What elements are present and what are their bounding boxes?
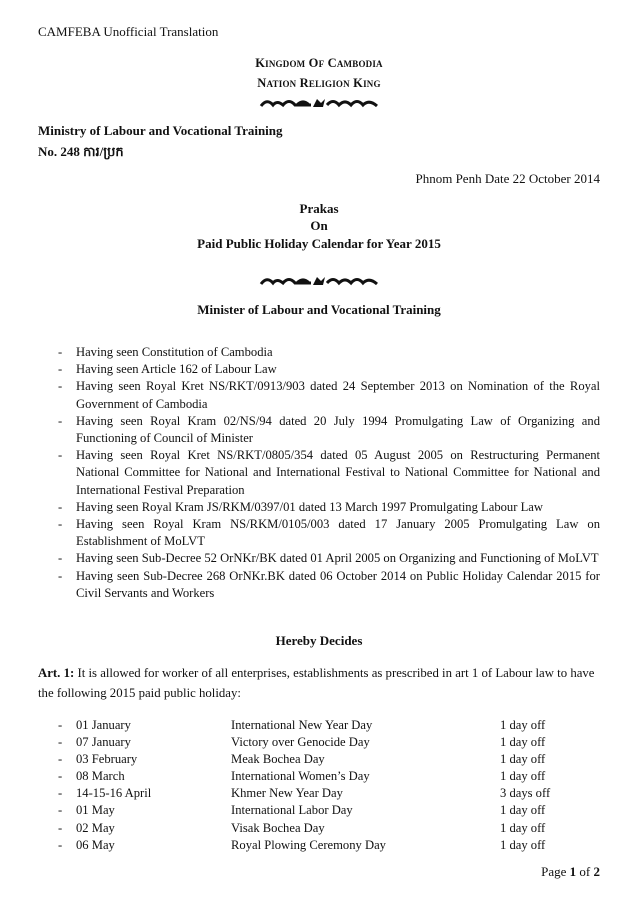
list-item-text: Having seen Royal Kret NS/RKT/0805/354 dated 05 August 2005 on Restructuring Permanent National Committee for National and International Festival to National Committee for National and International Festival Preparation (76, 448, 600, 497)
list-item-text: Having seen Royal Kram 02/NS/94 dated 20 July 1994 Promulgating Law of Organizing and Functioning of Council of Minister (76, 413, 600, 446)
list-item (0, 550, 638, 567)
list-item-text: Having seen Royal Kram NS/RKM/0105/003 dated 17 January 2005 Promulgating Law on Establishment of MoLVT (76, 517, 600, 549)
holiday-date: 03 February (76, 752, 138, 767)
list-item-text: Having seen Royal Kram JS/RKM/0397/01 dated 13 March 1997 Promulgating Labour Law (76, 499, 543, 514)
holiday-days-off: 1 day off (500, 735, 546, 750)
row-dash: - (58, 786, 63, 801)
list-dash: - (58, 568, 63, 583)
list-item-text: Having seen Constitution of Cambodia (76, 345, 273, 359)
row-dash: - (58, 803, 63, 818)
list-dash: - (58, 551, 63, 566)
list-dash: - (58, 362, 63, 377)
holiday-date: 01 January (76, 718, 131, 732)
ornament-divider-middle (0, 275, 638, 287)
table-row (0, 786, 638, 803)
holiday-name: International New Year Day (231, 718, 373, 732)
table-row (0, 752, 638, 769)
table-row (0, 803, 638, 820)
holiday-days-off: 3 days off (500, 786, 551, 801)
considerations-list (0, 344, 638, 602)
list-item-text: Having seen Sub-Decree 52 OrNKr/BK dated 01 April 2005 on Organizing and Functioning of MoLVT (76, 551, 599, 566)
ornament-divider-top (0, 97, 638, 109)
holiday-name: International Women’s Day (231, 769, 370, 784)
holiday-days-off: 1 day off (500, 769, 546, 784)
holiday-name: Meak Bochea Day (231, 752, 325, 767)
minister-heading: Minister of Labour and Vocational Training (197, 302, 441, 317)
list-item (0, 568, 638, 602)
prakas-heading: Prakas (299, 201, 339, 216)
holiday-name: International Labor Day (231, 803, 353, 818)
list-dash: - (58, 448, 63, 463)
holiday-name: Visak Bochea Day (231, 820, 325, 835)
list-item (0, 378, 638, 412)
holiday-name: Khmer New Year Day (231, 786, 343, 801)
holiday-days-off: 1 day off (500, 820, 546, 835)
article-1 (38, 664, 600, 703)
list-item-text: Having seen Article 162 of Labour Law (76, 362, 277, 377)
row-dash: - (58, 735, 63, 750)
holiday-days-off: 1 day off (500, 752, 546, 767)
list-item-text: Having seen Sub-Decree 268 OrNKr.BK dated 06 October 2014 on Public Holiday Calendar 2015 for Civil Servants and Workers (76, 568, 600, 600)
ornament-icon (259, 275, 379, 287)
list-item (0, 413, 638, 447)
holiday-name: Royal Plowing Ceremony Day (231, 837, 386, 852)
list-item (0, 499, 638, 516)
list-dash: - (58, 517, 63, 532)
row-dash: - (58, 752, 63, 767)
footer-of-word: of (579, 864, 591, 879)
list-item (0, 361, 638, 378)
on-heading: On (310, 218, 328, 233)
table-row (0, 735, 638, 752)
holiday-date: 06 May (76, 837, 115, 852)
article-1-label: Art. 1: (38, 666, 75, 680)
holiday-table (0, 718, 638, 855)
list-item (0, 447, 638, 499)
row-dash: - (58, 820, 63, 835)
page-footer (541, 864, 600, 880)
decides-heading: Hereby Decides (275, 633, 363, 648)
list-dash: - (58, 413, 63, 428)
header-note: CAMFEBA Unofficial Translation (38, 24, 219, 39)
row-dash: - (58, 718, 63, 732)
footer-total-pages: 2 (593, 864, 600, 879)
ornament-icon (259, 97, 379, 109)
article-1-text: It is allowed for worker of all enterprises, establishments as prescribed in art 1 of Labour law to have the following 2015 paid public holiday: (38, 666, 595, 700)
list-item (0, 516, 638, 550)
footer-page-word: Page (541, 864, 567, 879)
holiday-days-off: 1 day off (500, 837, 546, 852)
holiday-days-off: 1 day off (500, 803, 546, 818)
holiday-date: 14-15-16 April (76, 786, 152, 801)
holiday-date: 08 March (76, 769, 125, 784)
nation-motto: Nation Religion King (257, 76, 381, 90)
holiday-days-off: 1 day off (500, 718, 546, 732)
holiday-name: Victory over Genocide Day (231, 735, 370, 750)
list-dash: - (58, 379, 63, 394)
list-item-text: Having seen Royal Kret NS/RKT/0913/903 dated 24 September 2013 on Nomination of the Royal Government of Cambodia (76, 379, 600, 411)
table-row (0, 821, 638, 838)
holiday-date: 07 January (76, 735, 131, 750)
row-dash: - (58, 837, 63, 852)
list-dash: - (58, 345, 63, 359)
table-row (0, 769, 638, 786)
holiday-date: 02 May (76, 820, 115, 835)
table-row (0, 838, 638, 855)
document-title: Paid Public Holiday Calendar for Year 2015 (197, 236, 441, 251)
row-dash: - (58, 769, 63, 784)
holiday-date: 01 May (76, 803, 115, 818)
ministry-name: Ministry of Labour and Vocational Training (38, 123, 283, 138)
kingdom-heading: Kingdom Of Cambodia (255, 56, 383, 70)
footer-page-number: 1 (569, 864, 577, 879)
list-dash: - (58, 499, 63, 514)
document-date: Phnom Penh Date 22 October 2014 (415, 171, 600, 186)
document-number: No. 248 ការ/ប្រក (38, 144, 124, 159)
table-row (0, 718, 638, 735)
list-item (0, 344, 638, 361)
